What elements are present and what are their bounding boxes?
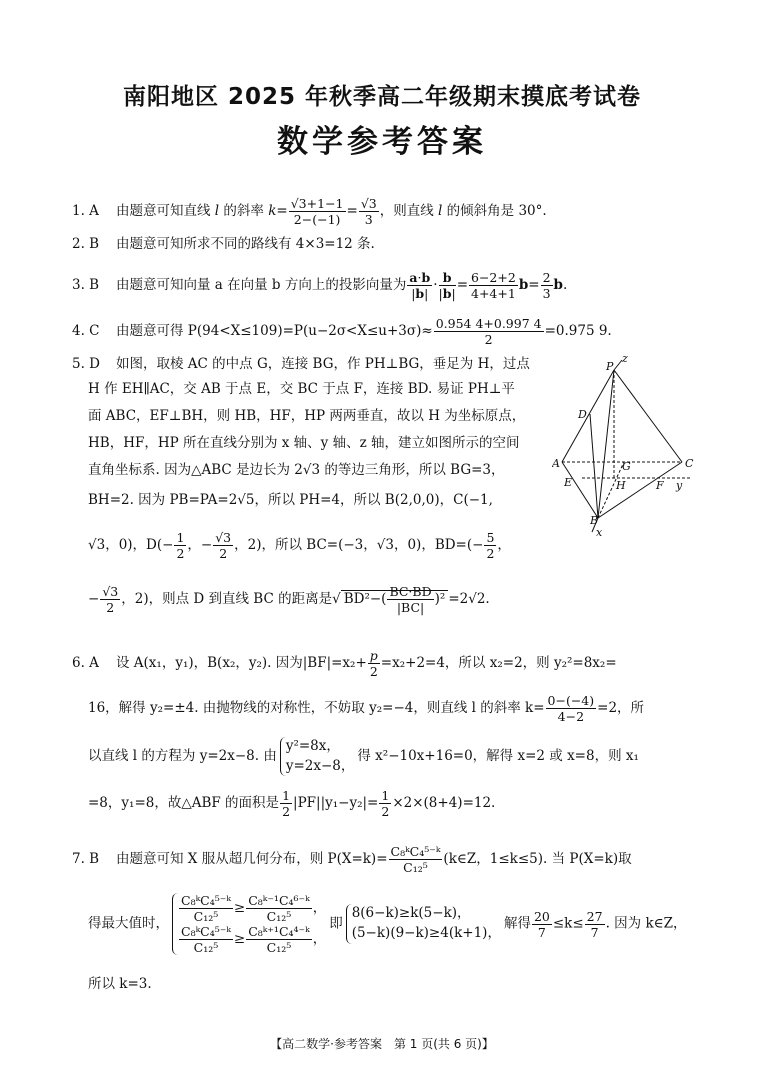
page-title: 南阳地区 2025 年秋季高二年级期末摸底考试卷	[122, 84, 642, 110]
answer-6: 6. A 设 A(x₁，y₁)，B(x₂，y₂). 因为|BF|=x₂+ $\frac{p}{2}$ =x₂+2=4，所以 x₂=2，则 y₂²=8x₂=	[72, 648, 617, 679]
label-G: G	[622, 460, 631, 473]
answer-2: 2. B 由题意可知所求不同的路线有 4×3=12 条.	[72, 236, 375, 252]
label-P: P	[606, 360, 614, 373]
page-subtitle: 数学参考答案	[277, 124, 487, 160]
answer-3: 3. B 由题意可知向量 a 在向量 b 方向上的投影向量为 $\frac{a\cdot b}{|b|}$ · $\frac{b}{|b|}$ = $\frac{6-2+2}{4+4+1}$ b= $\frac{2}{3}$ b.	[72, 270, 568, 301]
answer-4: 4. C 由题意可得 P(94<X≤109)=P(u−2σ<X≤u+3σ)≈ $\frac{0.954 4+0.997 4}{2}$ =0.975 9.	[72, 316, 612, 347]
label-F: F	[656, 479, 664, 492]
page-footer: 【高二数学·参考答案 第 1 页(共 6 页)】	[270, 1037, 494, 1051]
label-H: H	[616, 479, 626, 492]
label-x: x	[596, 526, 603, 539]
label-z: z	[622, 352, 628, 365]
answer-number: 1. A	[72, 203, 99, 219]
answer-1: 1. A 由题意可知直线 l 的斜率 k= $\frac{√3+1-1}{2-(-1)}$ = $\frac{√3}{3}$ ，则直线 l 的倾斜角是 30°.	[72, 196, 547, 227]
label-y: y	[676, 479, 683, 492]
answer-5: 5. D 如图，取棱 AC 的中点 G，连接 BG，作 PH⊥BG，垂足为 H，过点	[72, 356, 530, 372]
answer-7: 7. B 由题意可知 X 服从超几何分布，则 P(X=k)= $\frac{\text{C₈ᵏC₄⁵⁻ᵏ}}{\text{C₁₂⁵}}$ (k∈Z，1≤k≤5). 当 P(X=k)取	[72, 844, 632, 875]
label-A: A	[552, 457, 560, 470]
label-E: E	[564, 476, 573, 489]
geometry-figure	[552, 350, 702, 540]
label-C: C	[685, 457, 694, 470]
label-B: B	[590, 514, 599, 527]
label-D: D	[578, 408, 587, 421]
